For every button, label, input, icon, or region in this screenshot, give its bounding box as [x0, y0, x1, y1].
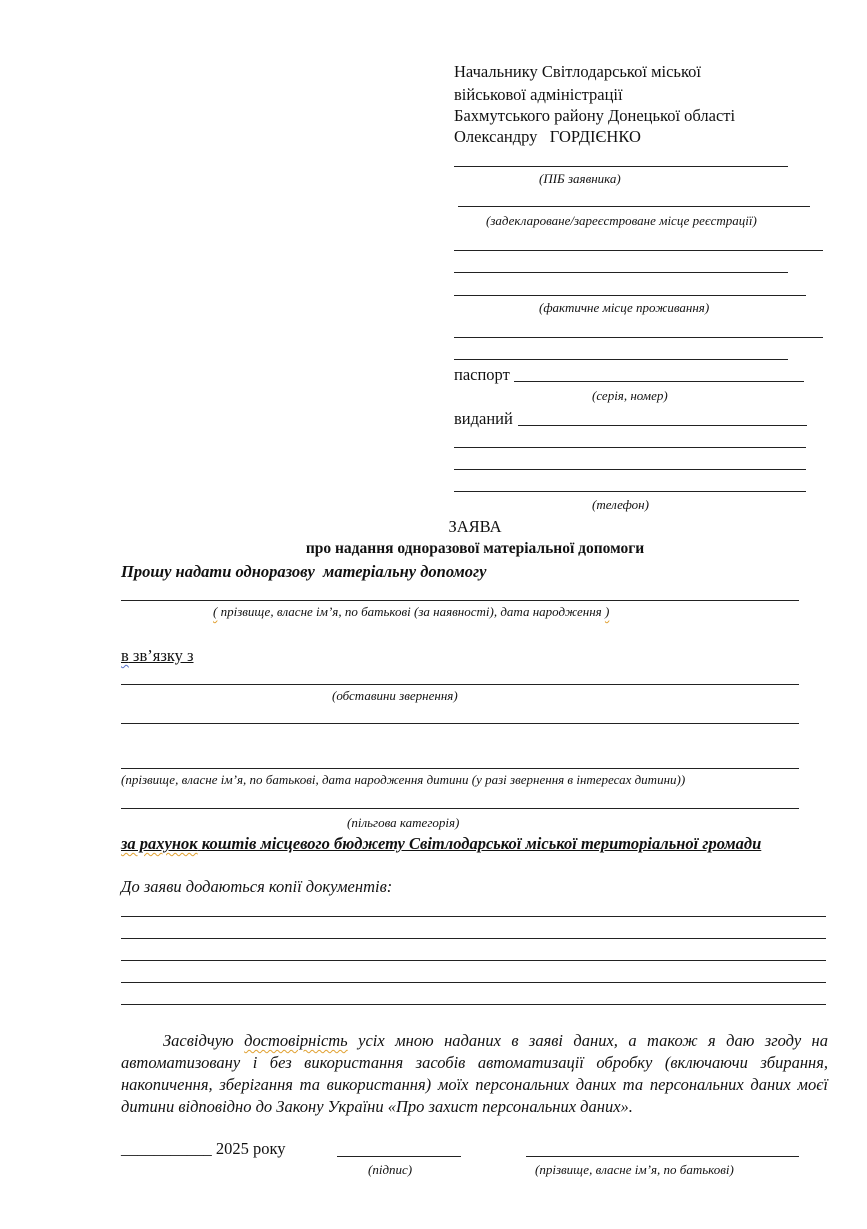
recipient-line-3: Бахмутського району Донецької області — [454, 106, 736, 125]
address-line-3[interactable] — [454, 337, 823, 338]
category-line[interactable] — [121, 808, 799, 809]
attachments-label: До заяви додаються копії документів: — [121, 877, 393, 896]
address-line-2[interactable] — [454, 272, 788, 273]
budget-part-1: за рахунок — [121, 834, 198, 853]
issued-label: виданий — [454, 409, 513, 428]
issued-line[interactable] — [518, 425, 807, 426]
caption-name-text: прізвище, власне ім’я, по батькові (за наявності), дата народження — [217, 604, 605, 619]
issued-line-2[interactable] — [454, 447, 806, 448]
caption-actual-residence: (фактичне місце проживання) — [539, 300, 710, 315]
caption-category: (пільгова категорія) — [347, 815, 460, 830]
registration-line[interactable] — [458, 206, 810, 207]
caption-paren-close: ) — [604, 604, 610, 619]
caption-paren-open: ( — [213, 604, 218, 619]
signature-line[interactable] — [337, 1156, 461, 1157]
attachment-line-5[interactable] — [121, 1004, 826, 1005]
document-title: ЗАЯВА — [448, 517, 502, 536]
caption-phone: (телефон) — [592, 497, 649, 512]
address-line-4[interactable] — [454, 359, 788, 360]
caption-circumstances: (обставини звернення) — [332, 688, 458, 703]
recipient-line-1: Начальнику Світлодарської міської — [454, 62, 701, 81]
caption-series: (серія, номер) — [592, 388, 668, 403]
circumstances-line-2[interactable] — [121, 723, 799, 724]
attachment-line-2[interactable] — [121, 938, 826, 939]
document-subtitle: про надання одноразової матеріальної допомоги — [305, 540, 645, 557]
recipient-line-4: Олександру ГОРДІЄНКО — [454, 127, 641, 146]
attachment-line-1[interactable] — [121, 916, 826, 917]
fullname-line[interactable] — [526, 1156, 799, 1157]
circumstances-line[interactable] — [121, 684, 799, 685]
child-details-line[interactable] — [121, 768, 799, 769]
passport-label: паспорт — [454, 365, 510, 384]
consent-part-3: усіх мною наданих в заяві даних, а також я даю згоду на автоматизовану і без використання засобів автоматизації обробку (включаючи збирання, накопичення, зберігання та використання) моїх персональних даних та персональних даних моєї дитини відповідно до Закону України «Про захист персональних даних». — [121, 1031, 828, 1116]
caption-pib: (ПІБ заявника) — [539, 171, 621, 186]
actual-address-line[interactable] — [454, 295, 806, 296]
caption-signature: (підпис) — [368, 1162, 413, 1177]
in-connection-prefix: в — [121, 646, 129, 665]
budget-part-2: коштів місцевого бюджету Світлодарської міської територіальної громади — [197, 834, 762, 853]
consent-paragraph — [121, 1030, 828, 1118]
budget-source-text — [121, 834, 761, 854]
passport-line[interactable] — [514, 381, 804, 382]
consent-part-1: Засвідчую — [163, 1031, 245, 1050]
caption-applicant-details — [213, 604, 609, 620]
applicant-details-line[interactable] — [121, 600, 799, 601]
request-text: Прошу надати одноразову матеріальну допомогу — [121, 562, 487, 581]
caption-registration: (задекларoване/зареєстроване місце реєстрації) — [486, 213, 757, 228]
attachment-line-4[interactable] — [121, 982, 826, 983]
consent-part-2: достовірність — [244, 1031, 348, 1050]
address-line-1[interactable] — [454, 250, 823, 251]
recipient-line-2: військової адміністрації — [454, 85, 623, 104]
attachment-line-3[interactable] — [121, 960, 826, 961]
in-connection-label — [121, 646, 194, 666]
issued-line-3[interactable] — [454, 469, 806, 470]
phone-line[interactable] — [454, 491, 806, 492]
applicant-name-line[interactable] — [454, 166, 788, 167]
caption-fullname: (прізвище, власне ім’я, по батькові) — [535, 1162, 734, 1177]
in-connection-rest: зв’язку з — [128, 646, 194, 665]
date-field[interactable]: ___________ 2025 року — [121, 1139, 286, 1158]
caption-child-details: (прізвище, власне ім’я, по батькові, дата народження дитини (у разі звернення в інтересах дитини)) — [121, 772, 686, 787]
